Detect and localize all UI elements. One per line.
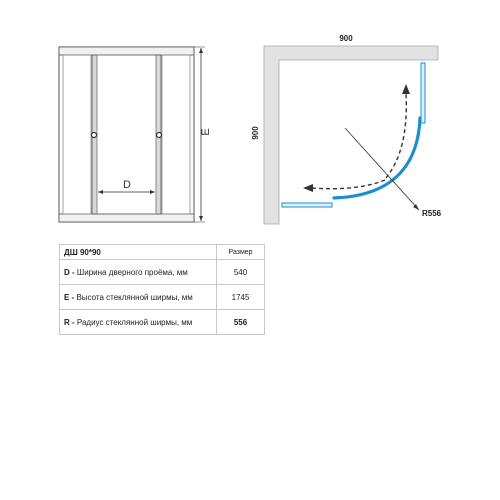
table-row [60,310,265,335]
opening-arrow-left [312,180,385,189]
width-label: 900 [339,34,353,43]
opening-arrow-up [386,93,406,178]
front-fixed-glass [282,203,332,207]
radius-label: R556 [422,209,442,218]
param-key: E - [64,292,75,302]
param-key: D - [64,267,75,277]
table-row [60,260,265,285]
size-column-header: Размер [217,245,265,260]
table-header-row [60,245,265,260]
height-label: E [200,128,212,136]
door-width-label: D [123,179,131,191]
param-value: 1745 [217,285,265,310]
right-fixed-glass [421,63,425,123]
param-key: R - [64,317,75,327]
param-text: Ширина дверного проёма, мм [74,267,188,277]
table-row [60,285,265,310]
spec-table [59,244,265,335]
param-value: 540 [217,260,265,285]
depth-label: 900 [251,126,260,140]
model-title: ДШ 90*90 [60,245,217,260]
param-value: 556 [217,310,265,335]
param-text: Радиус стеклянной ширмы, мм [74,317,193,327]
param-text: Высота стеклянной ширмы, мм [74,292,193,302]
